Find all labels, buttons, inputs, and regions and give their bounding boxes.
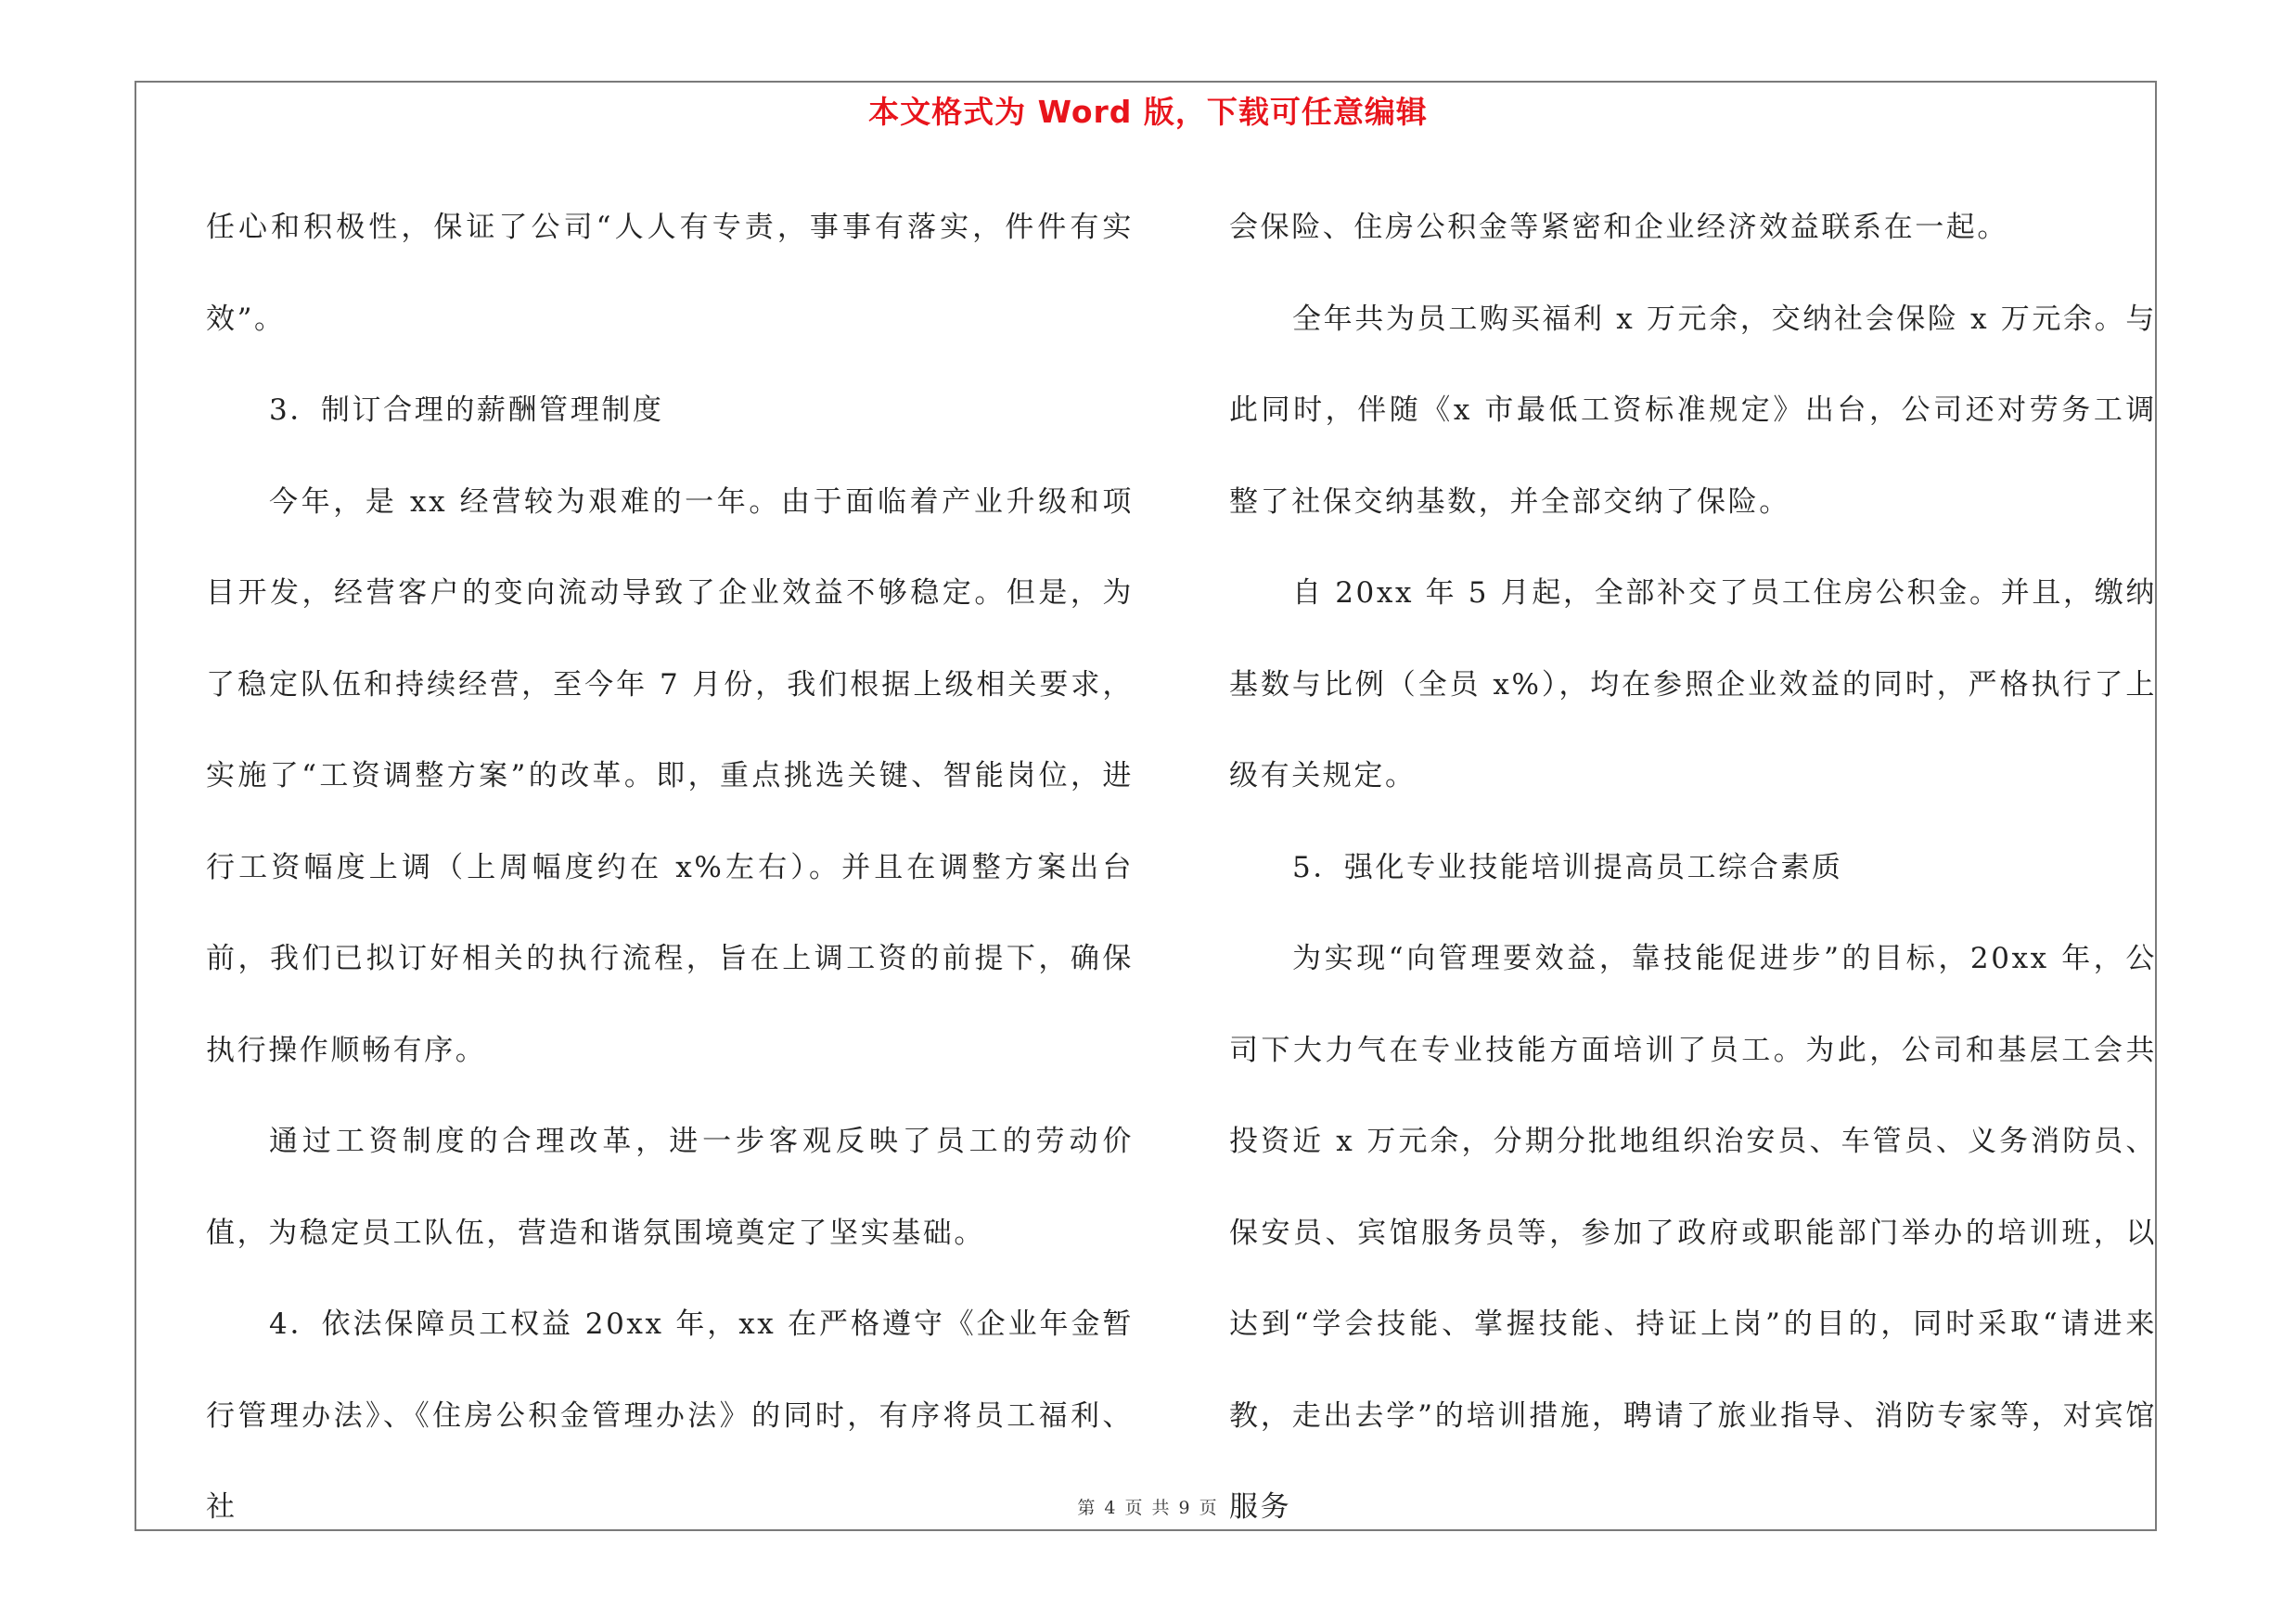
paragraph: 会保险、住房公积金等紧密和企业经济效益联系在一起。 [1229,211,2008,244]
paragraph: 4．依法保障员工权益 20xx 年，xx 在严格遵守《企业年金暂行管理办法》、《住房公积金管理办法》的同时，有序将员工福利、社 [206,1307,1134,1524]
paragraph: 今年，是 xx 经营较为艰难的一年。由于面临着产业升级和项目开发，经营客户的变向流动导致了企业效益不够稳定。但是，为了稳定队伍和持续经营，至今年 7 月份，我们根据上级相关要求，实施了“工资调整方案”的改革。即，重点挑选关键、智能岗位，进行工资幅度上调（上周幅度约在 x%左右）。并且在调整方案出台前，我们已拟订好相关的执行流程，旨在上调工资的前提下，确保执行操作顺畅有序。 [206,484,1134,1067]
section-heading: 5．强化专业技能培训提高员工综合素质 [1292,850,1843,884]
page-number: 第 4 页 共 9 页 [1077,1498,1219,1518]
paragraph: 任心和积极性，保证了公司“人人有专责，事事有落实，件件有实效”。 [206,211,1134,336]
section-heading: 3．制订合理的薪酬管理制度 [269,393,664,427]
document-banner: 本文格式为 Word 版，下载可任意编辑 [868,94,1428,130]
paragraph: 为实现“向管理要效益，靠技能促进步”的目标，20xx 年，公司下大力气在专业技能方面培训了员工。为此，公司和基层工会共投资近 x 万元余，分期分批地组织治安员、车管员、义务消防员、保安员、宾馆服务员等，参加了政府或职能部门举办的培训班，以达到“学会技能、掌握技能、持证上岗”的目的，同时采取“请进来教，走出去学”的培训措施，聘请了旅业指导、消防专家等，对宾馆服务 [1229,942,2157,1524]
left-column [206,182,1134,1553]
paragraph: 全年共为员工购买福利 x 万元余，交纳社会保险 x 万元余。与此同时，伴随《x 市最低工资标准规定》出台，公司还对劳务工调整了社保交纳基数，并全部交纳了保险。 [1229,302,2157,519]
paragraph: 自 20xx 年 5 月起，全部补交了员工住房公积金。并且，缴纳基数与比例（全员 x%），均在参照企业效益的同时，严格执行了上级有关规定。 [1229,576,2157,792]
right-column [1229,182,2157,1553]
paragraph: 通过工资制度的合理改革，进一步客观反映了员工的劳动价值，为稳定员工队伍，营造和谐氛围境奠定了坚实基础。 [206,1125,1134,1250]
